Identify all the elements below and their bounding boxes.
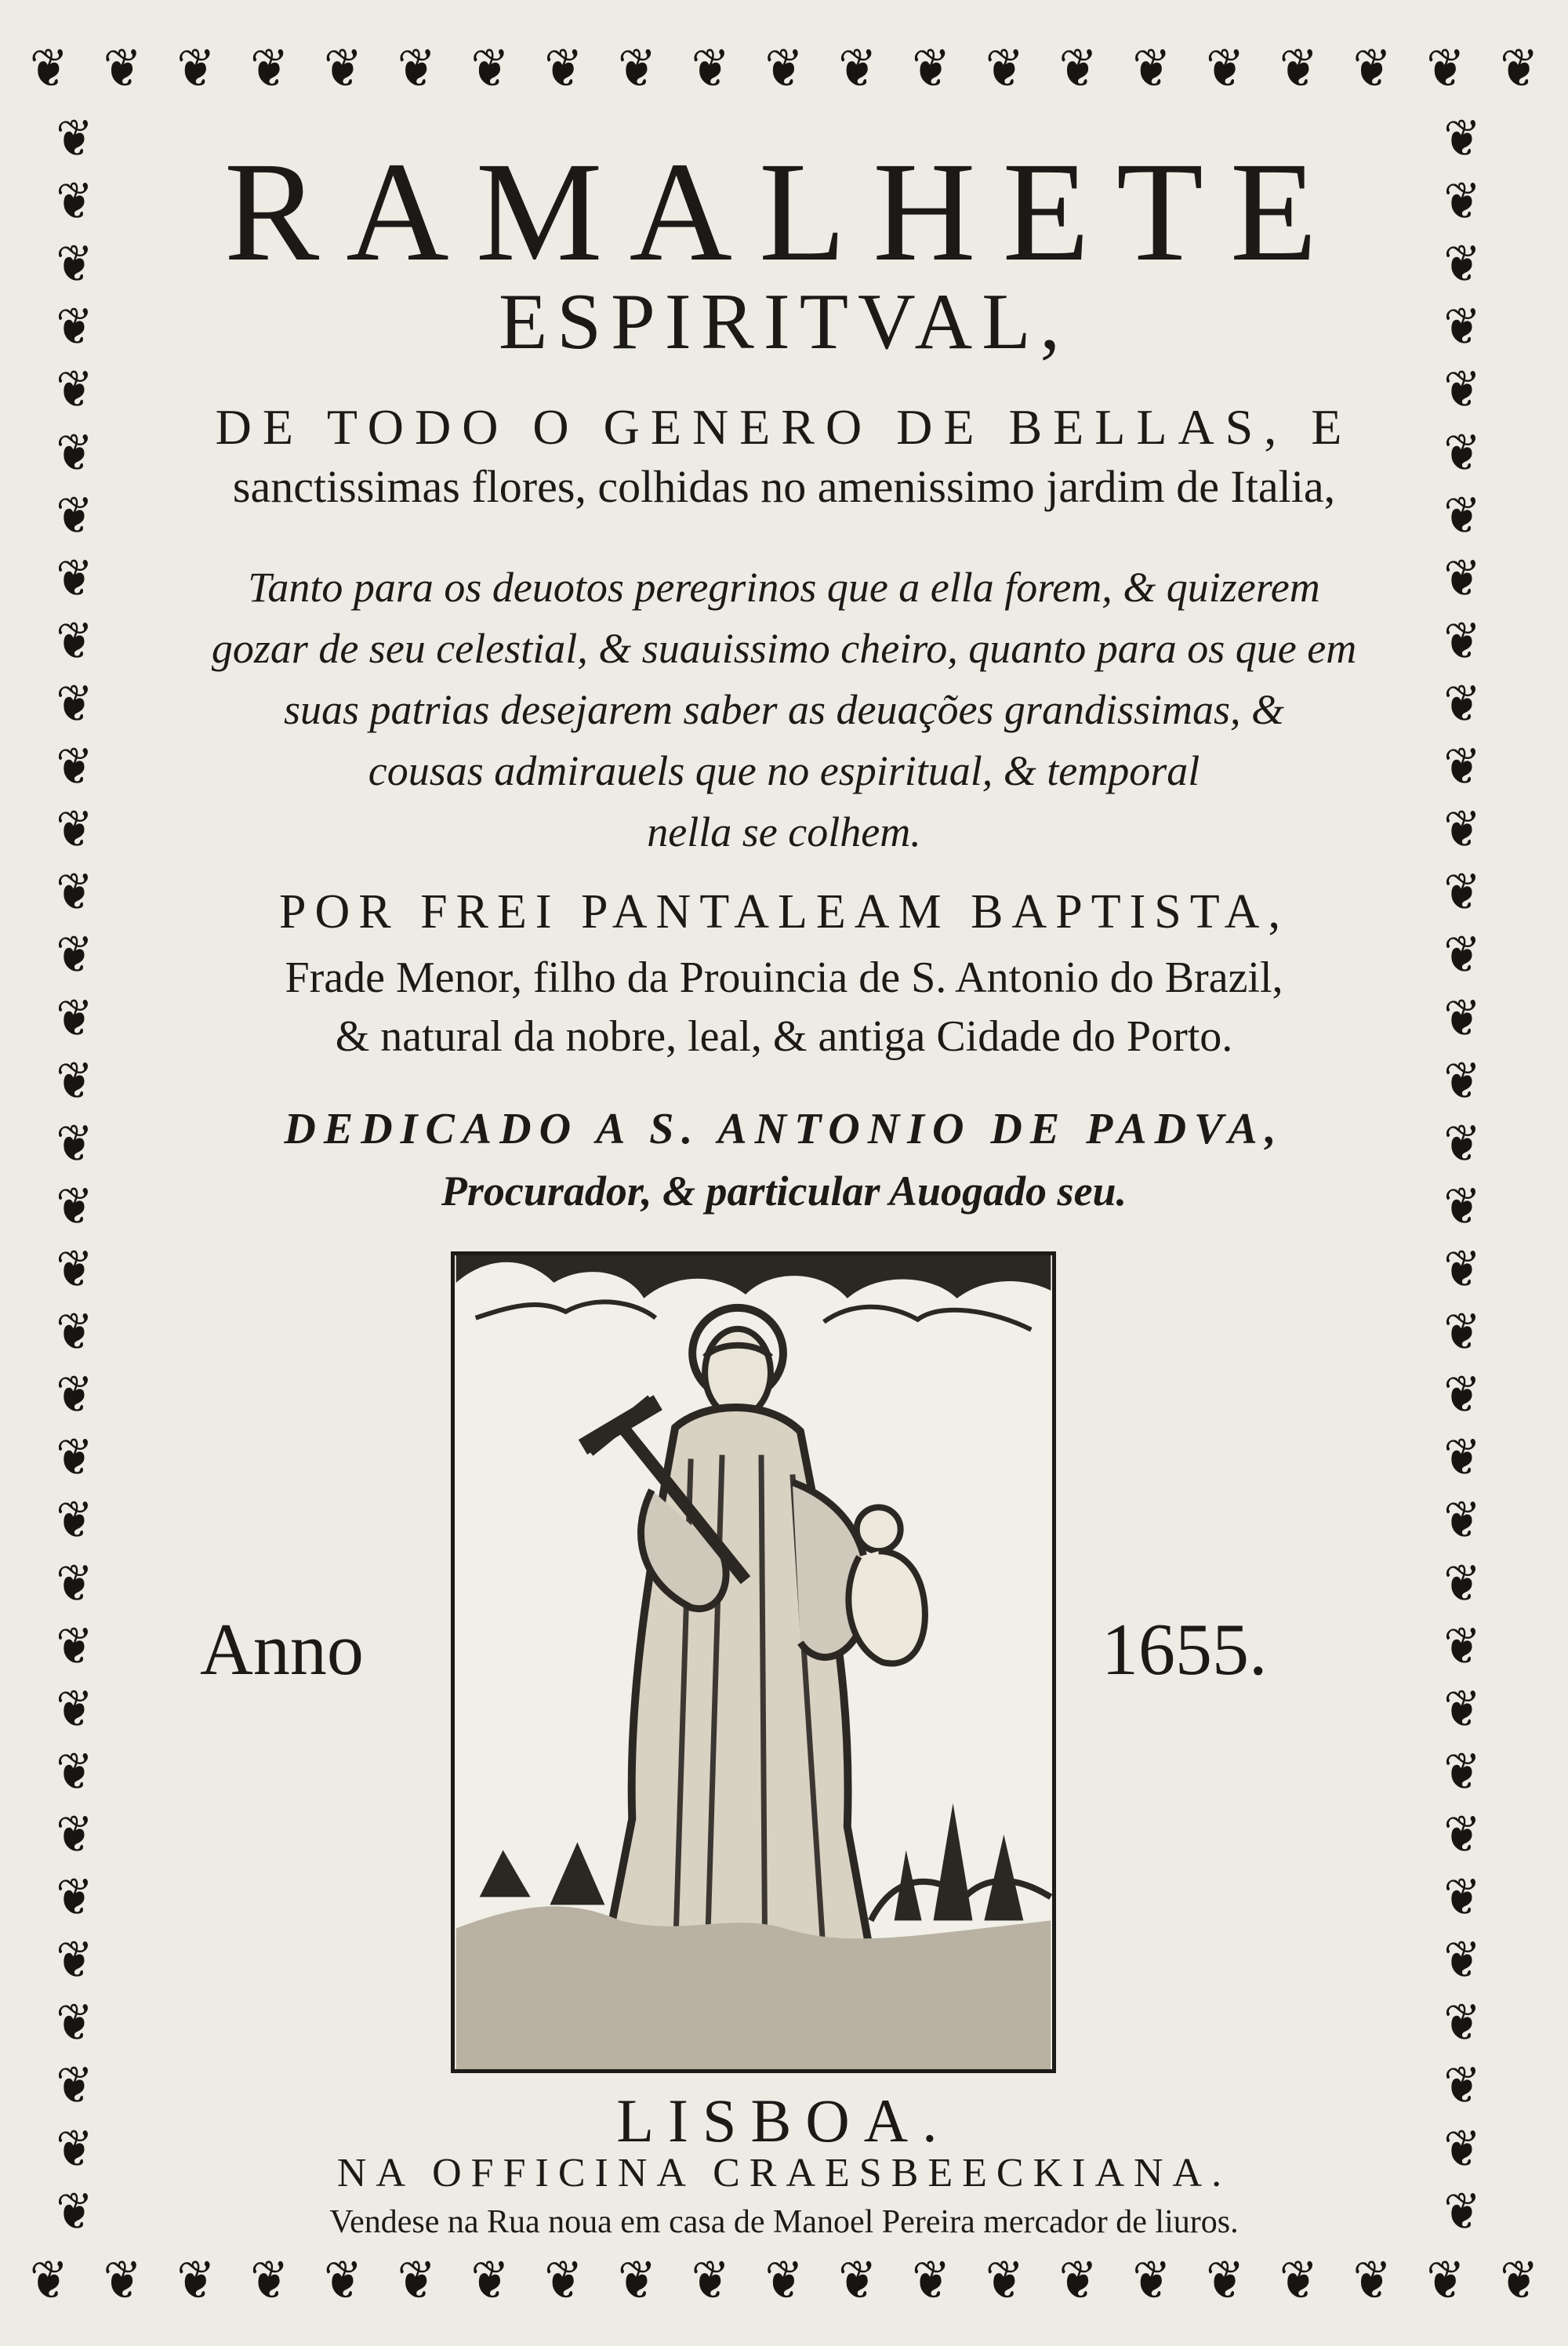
imprint-city: LISBOA.	[616, 2086, 952, 2155]
fleuron-icon: ❦	[56, 800, 93, 860]
fleuron-icon: ❦	[56, 297, 93, 358]
fleuron-icon: ❦	[1443, 1868, 1481, 1928]
fleuron-icon: ❦	[1443, 988, 1481, 1049]
fleuron-icon: ❦	[1500, 36, 1538, 100]
main-title: RAMALHETE	[223, 133, 1345, 291]
fleuron-icon: ❦	[176, 2248, 216, 2312]
fleuron-icon: ❦	[397, 36, 436, 100]
fleuron-icon: ❦	[56, 1491, 93, 1552]
fleuron-icon: ❦	[397, 2248, 436, 2312]
imprint-sale-note: Vendese na Rua noua em casa de Manoel Pereira mercador de liuros.	[329, 2204, 1239, 2240]
fleuron-icon: ❦	[838, 2248, 877, 2312]
fleuron-icon: ❦	[56, 1553, 93, 1614]
fleuron-icon: ❦	[56, 1176, 93, 1237]
year-value: 1655.	[1102, 1609, 1268, 1690]
fleuron-icon: ❦	[1443, 1616, 1481, 1677]
fleuron-icon: ❦	[1443, 1240, 1481, 1300]
fleuron-icon: ❦	[1500, 2248, 1538, 2312]
fleuron-icon: ❦	[618, 2248, 656, 2312]
description-block	[110, 557, 1458, 862]
fleuron-icon: ❦	[56, 1302, 93, 1363]
fleuron-icon: ❦	[1206, 36, 1244, 100]
fleuron-icon: ❦	[1443, 862, 1481, 924]
fleuron-icon: ❦	[1443, 2056, 1481, 2117]
fleuron-icon: ❦	[1443, 1993, 1481, 2054]
fleuron-icon: ❦	[56, 234, 93, 295]
fleuron-icon: ❦	[56, 1805, 93, 1865]
year-label: Anno	[200, 1609, 364, 1690]
fleuron-icon: ❦	[985, 2248, 1024, 2312]
author-line-2: Frade Menor, filho da Prouincia de S. Antonio do Brazil,	[285, 953, 1283, 1002]
fleuron-icon: ❦	[1443, 1051, 1481, 1112]
fleuron-icon: ❦	[324, 2248, 362, 2312]
fleuron-icon: ❦	[1443, 1302, 1481, 1363]
fleuron-icon: ❦	[470, 2248, 510, 2312]
fleuron-icon: ❦	[56, 1741, 93, 1803]
fleuron-icon: ❦	[56, 988, 93, 1049]
fleuron-icon: ❦	[1443, 234, 1481, 295]
fleuron-icon: ❦	[56, 1868, 93, 1928]
fleuron-icon: ❦	[56, 1679, 93, 1740]
fleuron-icon: ❦	[1443, 548, 1481, 609]
fleuron-icon: ❦	[470, 36, 510, 100]
description-line: suas patrias desejarem saber as deuações grandissimas, &	[284, 686, 1284, 733]
fleuron-icon: ❦	[250, 36, 289, 100]
fleuron-icon: ❦	[56, 485, 93, 547]
fleuron-icon: ❦	[764, 36, 804, 100]
bottom-ornamental-border	[30, 2241, 1538, 2319]
dedication-line-2: Procurador, & particular Auogado seu.	[441, 1168, 1127, 1215]
fleuron-icon: ❦	[1426, 36, 1465, 100]
fleuron-icon: ❦	[1443, 1113, 1481, 1175]
fleuron-icon: ❦	[985, 36, 1024, 100]
fleuron-icon: ❦	[250, 2248, 289, 2312]
fleuron-icon: ❦	[56, 925, 93, 986]
fleuron-icon: ❦	[56, 2056, 93, 2117]
fleuron-icon: ❦	[56, 109, 93, 169]
fleuron-icon: ❦	[56, 1113, 93, 1175]
fleuron-icon: ❦	[30, 2248, 68, 2312]
fleuron-icon: ❦	[1206, 2248, 1244, 2312]
fleuron-icon: ❦	[56, 1930, 93, 1991]
fleuron-icon: ❦	[1443, 297, 1481, 358]
fleuron-icon: ❦	[56, 1365, 93, 1425]
fleuron-icon: ❦	[56, 737, 93, 797]
fleuron-icon: ❦	[1443, 109, 1481, 169]
fleuron-icon: ❦	[1443, 1741, 1481, 1803]
fleuron-icon: ❦	[1058, 36, 1098, 100]
fleuron-icon: ❦	[1443, 2181, 1481, 2242]
fleuron-icon: ❦	[691, 36, 730, 100]
fleuron-icon: ❦	[1443, 1553, 1481, 1614]
fleuron-icon: ❦	[1352, 2248, 1392, 2312]
main-title-continuation: ESPIRITVAL,	[498, 278, 1069, 366]
author-line-1: POR FREI PANTALEAM BAPTISTA,	[279, 885, 1289, 939]
fleuron-icon: ❦	[691, 2248, 730, 2312]
imprint-printer: NA OFFICINA CRAESBEECKIANA.	[336, 2151, 1232, 2195]
dedication-line-1: DEDICADO A S. ANTONIO DE PADVA,	[284, 1105, 1284, 1153]
fleuron-icon: ❦	[56, 1051, 93, 1112]
fleuron-icon: ❦	[618, 36, 656, 100]
fleuron-icon: ❦	[56, 360, 93, 421]
fleuron-icon: ❦	[56, 2119, 93, 2180]
fleuron-icon: ❦	[1443, 800, 1481, 860]
fleuron-icon: ❦	[1058, 2248, 1098, 2312]
fleuron-icon: ❦	[1443, 1176, 1481, 1237]
fleuron-icon: ❦	[1443, 1428, 1481, 1489]
fleuron-icon: ❦	[764, 2248, 804, 2312]
fleuron-icon: ❦	[56, 423, 93, 484]
fleuron-icon: ❦	[912, 36, 950, 100]
fleuron-icon: ❦	[103, 36, 142, 100]
fleuron-icon: ❦	[324, 36, 362, 100]
fleuron-icon: ❦	[56, 1993, 93, 2054]
fleuron-icon: ❦	[1443, 925, 1481, 986]
fleuron-icon: ❦	[838, 36, 877, 100]
fleuron-icon: ❦	[544, 2248, 583, 2312]
fleuron-icon: ❦	[1443, 1805, 1481, 1865]
fleuron-icon: ❦	[103, 2248, 142, 2312]
fleuron-icon: ❦	[912, 2248, 950, 2312]
fleuron-icon: ❦	[1279, 2248, 1318, 2312]
fleuron-icon: ❦	[1443, 2119, 1481, 2180]
fleuron-icon: ❦	[1443, 360, 1481, 421]
fleuron-icon: ❦	[30, 36, 68, 100]
description-line: cousas admirauels que no espiritual, & temporal	[368, 747, 1200, 794]
fleuron-icon: ❦	[56, 611, 93, 672]
subtitle-line-2: sanctissimas flores, colhidas no amenissimo jardim de Italia,	[232, 461, 1336, 512]
fleuron-icon: ❦	[1443, 423, 1481, 484]
fleuron-icon: ❦	[1426, 2248, 1465, 2312]
fleuron-icon: ❦	[56, 1428, 93, 1489]
fleuron-icon: ❦	[1443, 172, 1481, 232]
fleuron-icon: ❦	[1132, 2248, 1171, 2312]
description-line: Tanto para os deuotos peregrinos que a ella forem, & quizerem	[248, 564, 1320, 611]
fleuron-icon: ❦	[1443, 611, 1481, 672]
fleuron-icon: ❦	[1443, 1679, 1481, 1740]
fleuron-icon: ❦	[1132, 36, 1171, 100]
woodcut-illustration	[451, 1251, 1056, 2073]
fleuron-icon: ❦	[1443, 1491, 1481, 1552]
fleuron-icon: ❦	[1443, 674, 1481, 735]
fleuron-icon: ❦	[1443, 1930, 1481, 1991]
fleuron-icon: ❦	[56, 548, 93, 609]
fleuron-icon: ❦	[544, 36, 583, 100]
fleuron-icon: ❦	[1443, 737, 1481, 797]
subtitle-line-1: DE TODO O GENERO DE BELLAS, E	[215, 399, 1353, 455]
fleuron-icon: ❦	[176, 36, 216, 100]
fleuron-icon: ❦	[1443, 485, 1481, 547]
fleuron-icon: ❦	[56, 1616, 93, 1677]
top-ornamental-border	[30, 33, 1538, 104]
fleuron-icon: ❦	[56, 172, 93, 232]
saint-woodcut-icon	[455, 1255, 1052, 2069]
fleuron-icon: ❦	[56, 862, 93, 924]
description-line: gozar de seu celestial, & suauissimo cheiro, quanto para os que em	[211, 625, 1357, 672]
fleuron-icon: ❦	[1443, 1365, 1481, 1425]
author-line-3: & natural da nobre, leal, & antiga Cidade do Porto.	[335, 1012, 1233, 1061]
description-line: nella se colhem.	[647, 808, 921, 855]
fleuron-icon: ❦	[56, 2181, 93, 2242]
fleuron-icon: ❦	[56, 1240, 93, 1300]
fleuron-icon: ❦	[1279, 36, 1318, 100]
fleuron-icon: ❦	[56, 674, 93, 735]
fleuron-icon: ❦	[1352, 36, 1392, 100]
